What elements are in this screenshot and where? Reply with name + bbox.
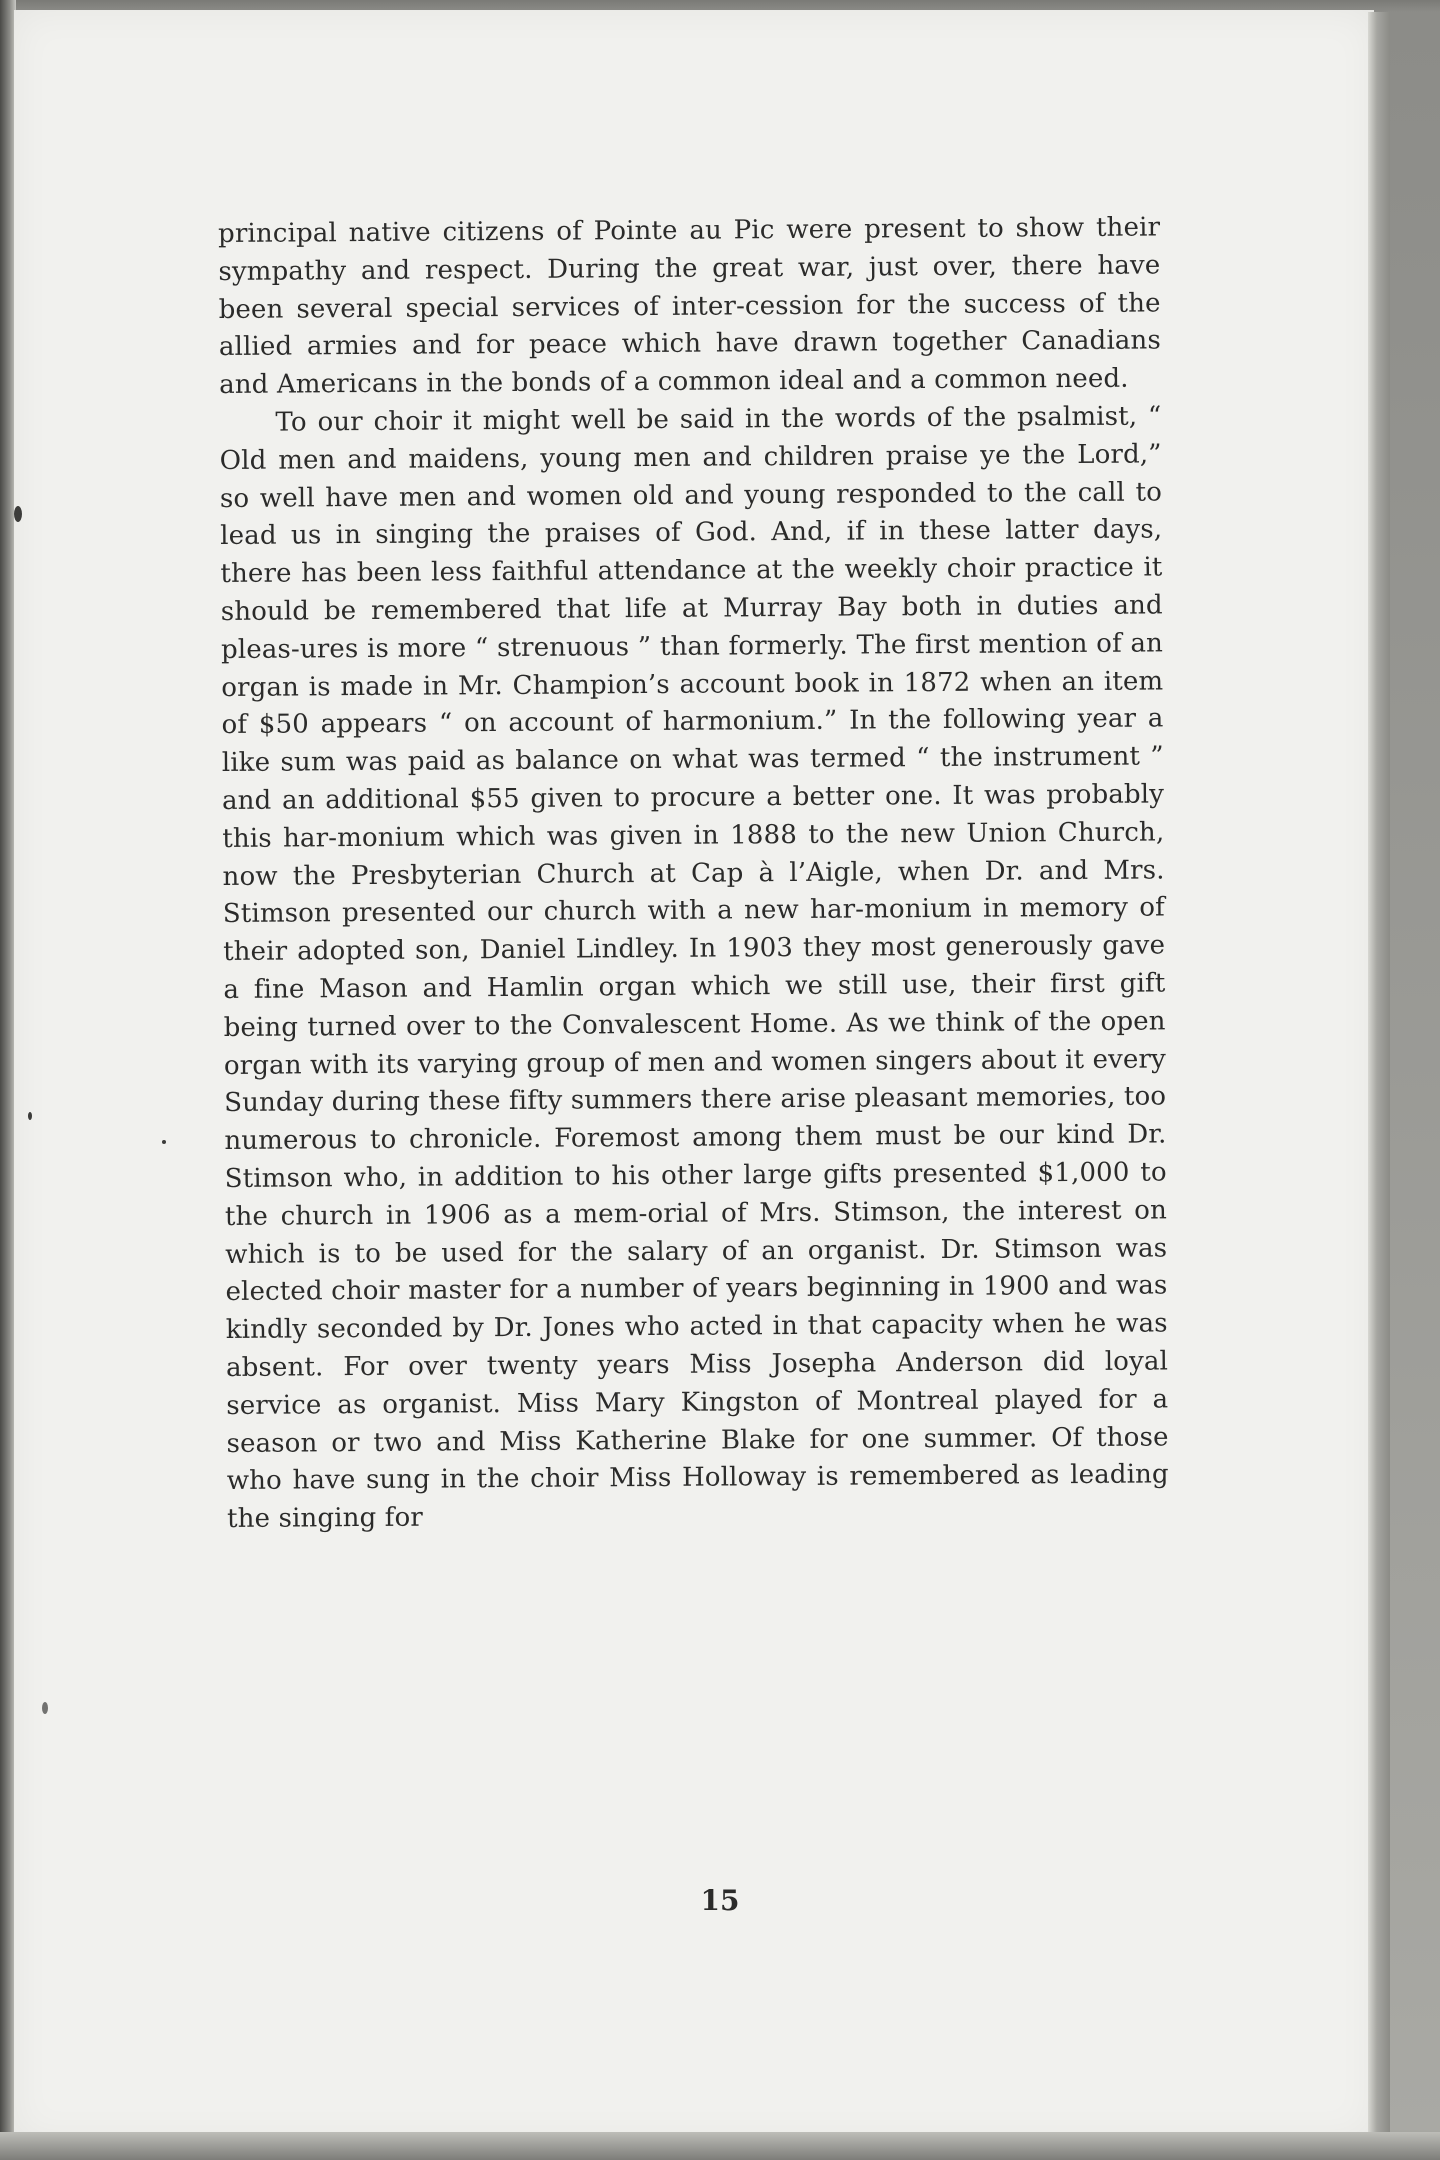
page-bottom-edge — [0, 2132, 1440, 2160]
margin-speck — [14, 506, 22, 522]
paragraph-2: To our choir it might well be said in the words of the psalmist, “ Old men and maidens, young men and children praise ye the Lord,” so well have men and women old and young responded to the call to lead us in singing the praises of God. And, if in these latter days, there has been less faithful attendance at the weekly choir practice it should be remembered that life at Murray Bay both in duties and pleas-ures is more “ strenuous ” than formerly. The first mention of an organ is made in Mr. Champion’s account book in 1872 when an item of $50 appears “ on account of harmonium.” In the following year a like sum was paid as balance on what was termed “ the instrument ” and an additional $55 given to procure a better one. It was probably this har-monium which was given in 1888 to the new Union Church, now the Presbyterian Church at Cap à l’Aigle, when Dr. and Mrs. Stimson presented our church with a new har-monium in memory of their adopted son, Daniel Lindley. In 1903 they most generously gave a fine Mason and Hamlin organ which we still use, their first gift being turned over to the Convalescent Home. As we think of the open organ with its varying group of men and women singers about it every Sunday during these fifty summers there arise pleasant memories, too numerous to chronicle. Foremost among them must be our kind Dr. Stimson who, in addition to his other large gifts presented $1,000 to the church in 1906 as a mem-orial of Mrs. Stimson, the interest on which is to be used for the salary of an organist. Dr. Stimson was elected choir master for a number of years beginning in 1900 and was kindly seconded by Dr. Jones who acted in that capacity when he was absent. For over twenty years Miss Josepha Anderson did loyal service as organist. Miss Mary Kingston of Montreal played for a season or two and Miss Katherine Blake for one summer. Of those who have sung in the choir Miss Holloway is remembered as leading the singing for — [219, 401, 1169, 1535]
page-number: 15 — [700, 1884, 740, 1917]
margin-speck — [162, 1140, 166, 1144]
page-right-edge — [1368, 12, 1390, 2140]
body-text — [218, 209, 1169, 1538]
paragraph-1: principal native citizens of Pointe au Pic were present to show their sympathy and respect. During the great war, just over, there have been several special services of inter-cession for the success of the allied armies and for peace which have drawn together Canadians and Americans in the bonds of a common ideal and a common need. — [218, 212, 1161, 401]
margin-speck — [42, 1702, 48, 1714]
margin-speck — [28, 1112, 32, 1120]
